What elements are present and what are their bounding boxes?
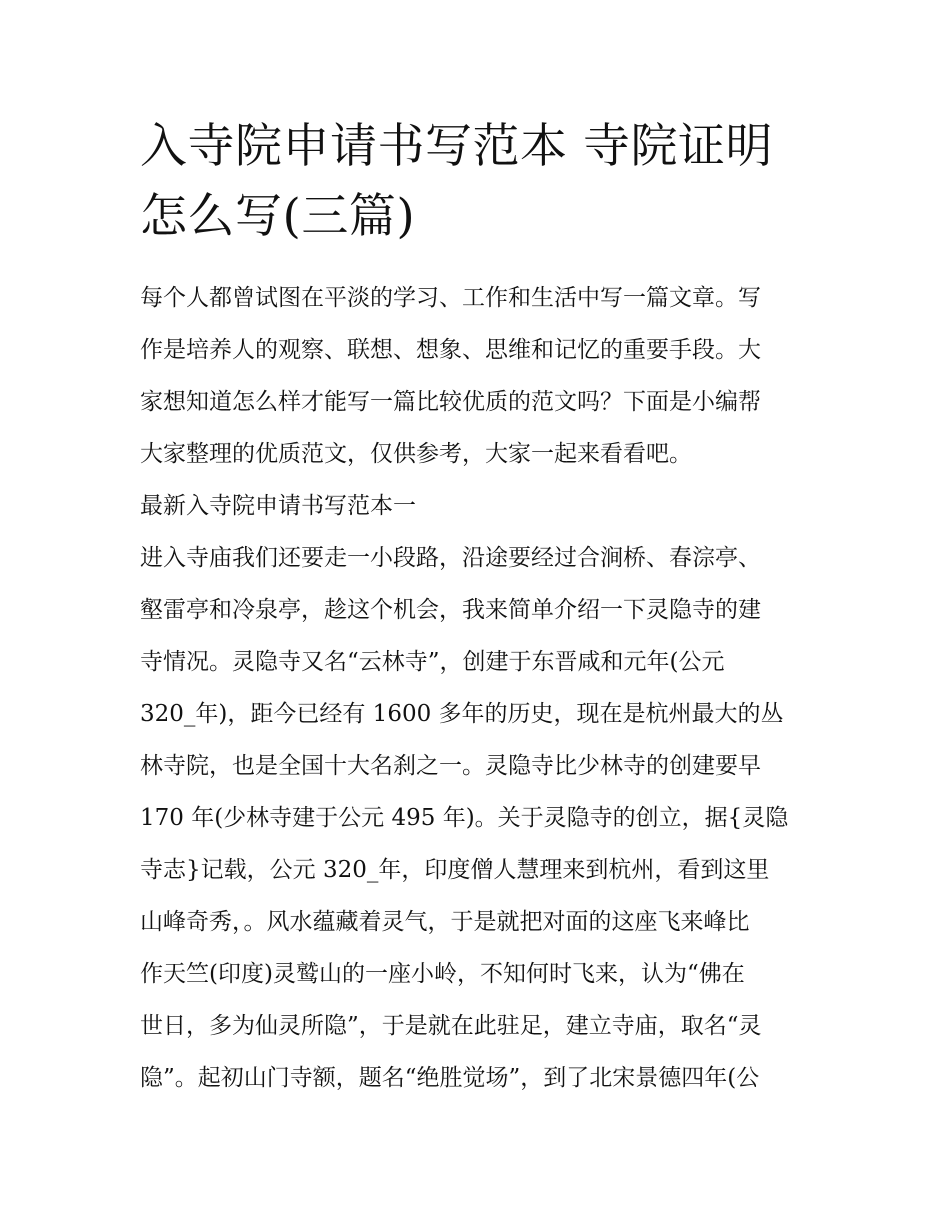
title-line: 怎么写(三篇) — [140, 189, 416, 244]
text-line: 寺情况。灵隐寺又名“云林寺”，创建于东晋咸和元年(公元 — [140, 649, 725, 675]
text-line: 作是培养人的观察、联想、想象、思维和记忆的重要手段。大 — [140, 337, 761, 363]
text-line: 世日，多为仙灵所隐”，于是就在此驻足，建立寺庙，取名“灵 — [140, 1013, 762, 1039]
body-paragraph — [140, 532, 812, 1104]
text-line: 大家整理的优质范文，仅供参考，大家一起来看看吧。 — [140, 441, 692, 467]
text-line: 壑雷亭和冷泉亭，趁这个机会，我来简单介绍一下灵隐寺的建 — [140, 597, 761, 623]
text-line: 山峰奇秀，。风水蕴藏着灵气，于是就把对面的这座飞来峰比 — [140, 909, 750, 935]
text-line: 家想知道怎么样才能写一篇比较优质的范文吗？下面是小编帮 — [140, 389, 761, 415]
title-line: 入寺院申请书写范本 寺院证明 — [140, 119, 773, 174]
intro-paragraph — [140, 272, 812, 480]
text-line: 每个人都曾试图在平淡的学习、工作和生活中写一篇文章。写 — [140, 285, 761, 311]
text-line: 林寺院，也是全国十大名刹之一。灵隐寺比少林寺的创建要早 — [140, 753, 761, 779]
text-line: 寺志}记载，公元 320_年，印度僧人慧理来到杭州，看到这里 — [140, 857, 770, 883]
text-line: 进入寺庙我们还要走一小段路，沿途要经过合涧桥、春淙亭、 — [140, 545, 761, 571]
page-title — [140, 112, 812, 252]
text-line: 170 年(少林寺建于公元 495 年)。关于灵隐寺的创立，据{灵隐 — [140, 805, 789, 831]
section-heading: 最新入寺院申请书写范本一 — [140, 493, 416, 519]
text-line: 隐”。起初山门寺额，题名“绝胜觉场”，到了北宋景德四年(公 — [140, 1065, 760, 1091]
text-line: 作天竺(印度)灵鹫山的一座小岭，不知何时飞来，认为“佛在 — [140, 961, 745, 987]
text-line: 320_年)，距今已经有 1600 多年的历史，现在是杭州最大的丛 — [140, 701, 784, 727]
document-content — [140, 112, 812, 1104]
